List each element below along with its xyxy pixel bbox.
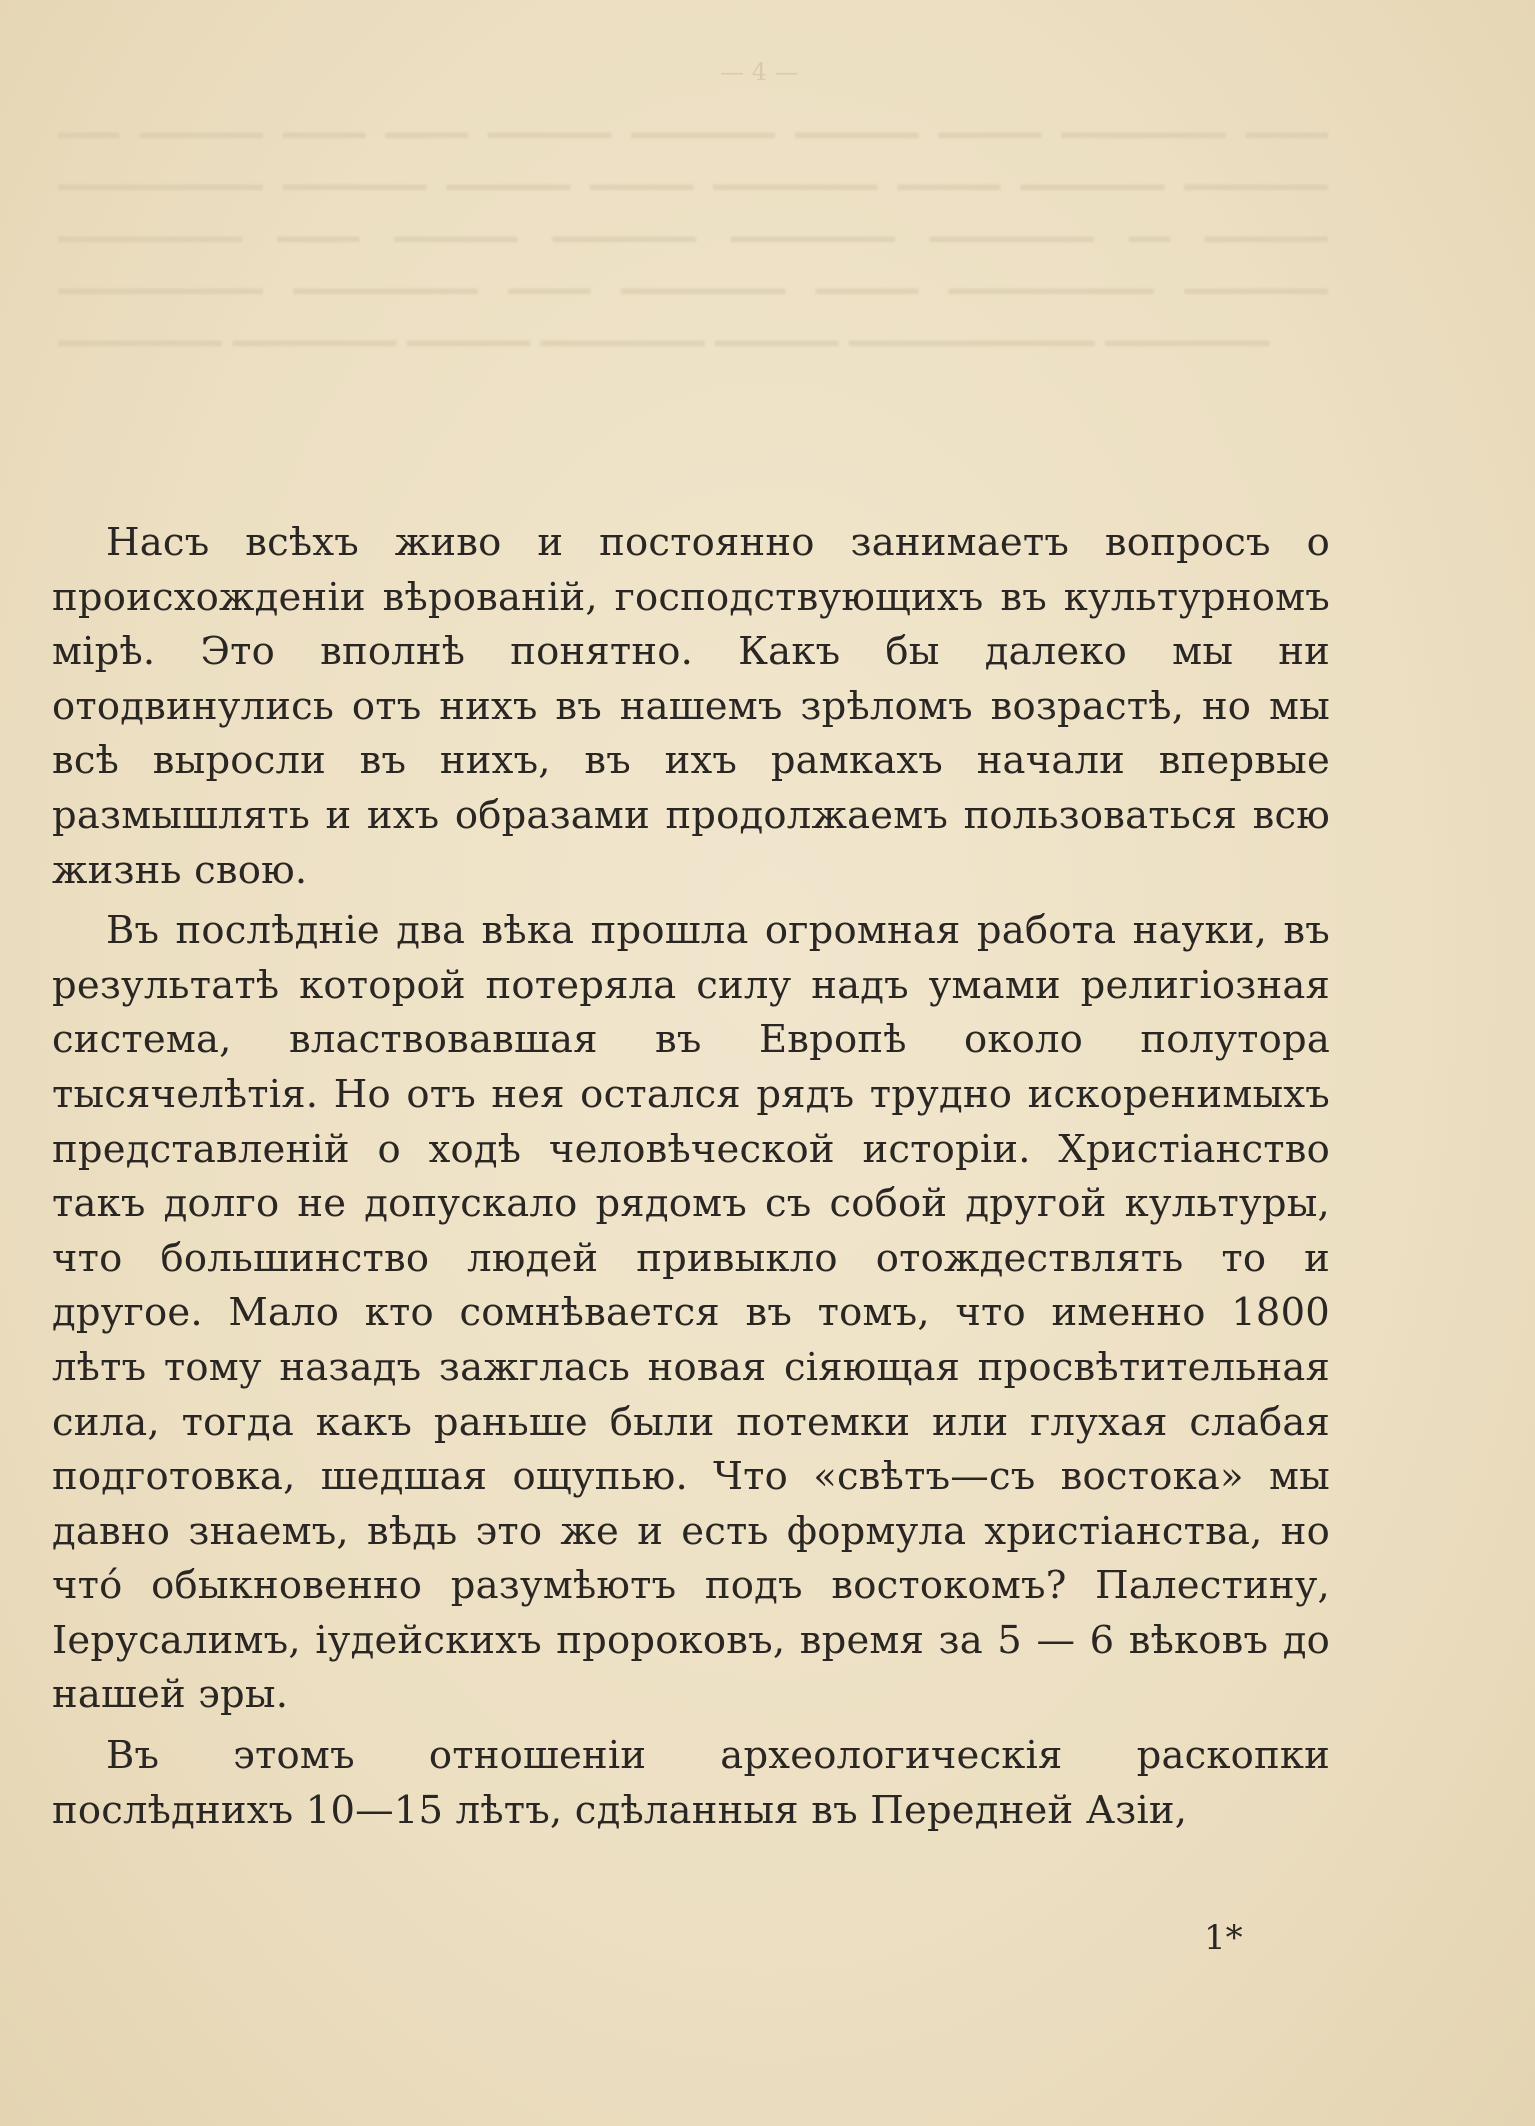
bleed-through-text: ━━━ ━━━━━━ ━━━━ ━━━━ ━━━━━━ ━━━━━━━ ━━━━━━ ━━━━━ ━━━━━━━━ ━━━━ ━━━━━━━━━━ ━━━━━━━ ━━━━━━ ━━━━━ ━━━━━━━━ ━━━━━ ━━━━━━━ ━━━━━━━ ━━━━━━━━━ ━━━━ ━━━━━━ ━━━━━━━ ━━━━━━━━ ━━━━━━━━ ━━ ━━━━━━ ━━━━━━━━━━ ━━━━━━━━━ ━━━━ ━━━━━━━━ ━━━━━ ━━━━━━━━━━ ━━━━━━━ ━━━━━━━━ ━━━━━━━━ ━━━━━━ ━━━━━━━━ ━━━━━━ ━━━━━━━━━━━━ ━━━━━━━━: [58, 116, 1328, 364]
paragraph-3: Въ этомъ отношеніи археологическія раскопки послѣднихъ 10—15 лѣтъ, сдѣланныя въ Передней Азіи,: [52, 1733, 1330, 1833]
paragraph-1: Насъ всѣхъ живо и постоянно занимаетъ вопросъ о происхожденіи вѣрованій, господствующихъ въ культурномъ мірѣ. Это вполнѣ понятно. Какъ бы далеко мы ни отодвинулись отъ нихъ въ нашемъ зрѣломъ возрастѣ, но мы всѣ выросли въ нихъ, въ ихъ рамкахъ начали впервые размышлять и ихъ образами продолжаемъ пользоваться всю жизнь свою.: [52, 520, 1330, 893]
paragraph-2: Въ послѣдніе два вѣка прошла огромная работа науки, въ результатѣ которой потеряла силу надъ умами религіозная система, властвовавшая въ Европѣ около полутора тысячелѣтія. Но отъ нея остался рядъ трудно искоренимыхъ представленій о ходѣ человѣческой исторіи. Христіанство такъ долго не допускало рядомъ съ собой другой культуры, что большинство людей привыкло отождествлять то и другое. Мало кто сомнѣвается въ томъ, что именно 1800 лѣтъ тому назадъ зажглась новая сіяющая просвѣтительная сила, тогда какъ раньше были потемки или глухая слабая подготовка, шедшая ощупью. Что «свѣтъ—съ востока» мы давно знаемъ, вѣдь это же и есть формула христіанства, но что́ обыкновенно разумѣютъ подъ востокомъ? Палестину, Іерусалимъ, іудейскихъ пророковъ, время за 5 — 6 вѣковъ до нашей эры.: [52, 908, 1330, 1718]
page-number: 1*: [1204, 1918, 1243, 1958]
body-text: [52, 516, 1330, 1844]
bleed-through-page-mark: — 4 —: [720, 58, 799, 86]
